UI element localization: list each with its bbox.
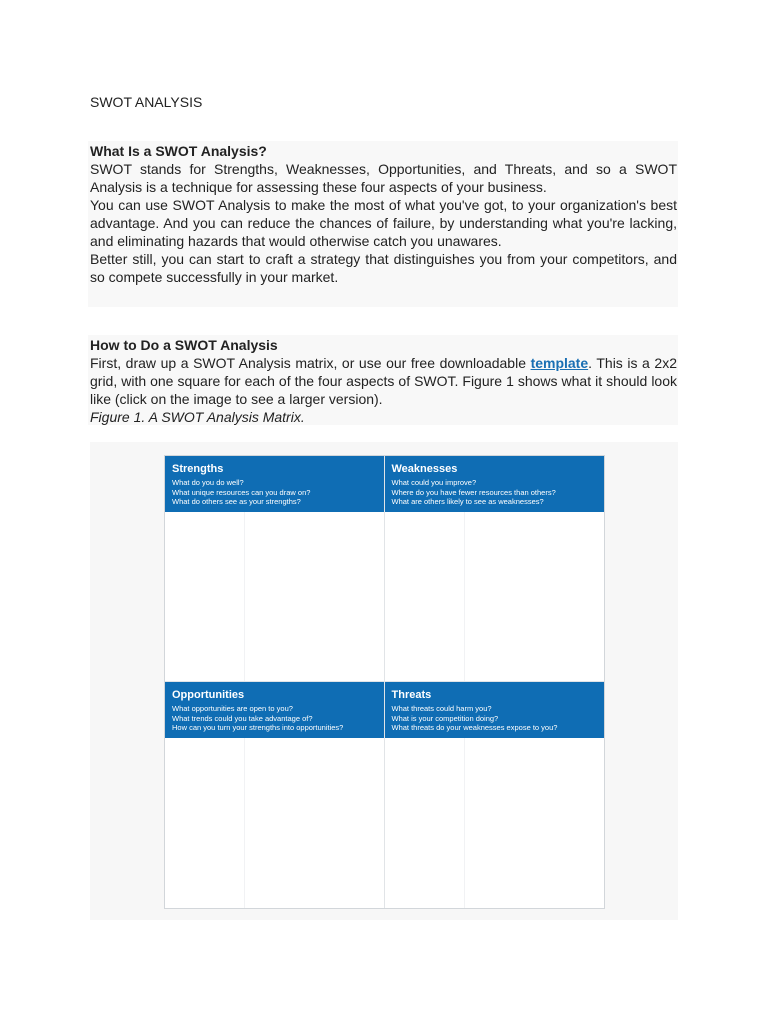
- quadrant-guide-line: [464, 512, 465, 681]
- paragraph: You can use SWOT Analysis to make the most of what you've got, to your organization's best advantage. And you can reduce the chances of failure, by understanding what you're lacking, and eliminating hazards that would otherwise catch you unawares.: [90, 197, 677, 249]
- quadrant-question: What is your competition doing?: [391, 713, 499, 723]
- quadrant-header: [165, 682, 384, 738]
- quadrant-question: What opportunities are open to you?: [172, 704, 293, 713]
- opportunities-quadrant: [165, 682, 385, 908]
- figure-caption: Figure 1. A SWOT Analysis Matrix.: [90, 409, 305, 425]
- quadrant-guide-line: [244, 512, 245, 681]
- quadrant-guide-line: [464, 738, 465, 908]
- paragraph-text: . This is a 2x2 grid, with one square for each of the four aspects of SWOT. Figure 1 shows what it should look like (click on the image to see a larger version).: [90, 355, 677, 407]
- quadrant-header: [165, 456, 384, 512]
- swot-matrix-image[interactable]: [164, 455, 605, 909]
- template-link[interactable]: template: [530, 355, 589, 371]
- quadrant-guide-line: [244, 738, 245, 908]
- quadrant-question: What do you do well?: [172, 478, 244, 487]
- quadrant-title: Threats: [391, 689, 432, 701]
- quadrant-question: What trends could you take advantage of?: [172, 713, 313, 723]
- section-heading: What Is a SWOT Analysis?: [90, 143, 267, 159]
- quadrant-title: Weaknesses: [391, 463, 458, 475]
- quadrant-question: Where do you have fewer resources than others?: [391, 487, 556, 497]
- strengths-quadrant: [165, 456, 385, 682]
- paragraph-text: First, draw up a SWOT Analysis matrix, or use our free downloadable: [90, 355, 531, 371]
- paragraph: SWOT stands for Strengths, Weaknesses, Opportunities, and Threats, and so a SWOT Analysis is a technique for assessing these four aspects of your business.: [90, 161, 677, 195]
- section-heading: How to Do a SWOT Analysis: [90, 337, 278, 353]
- paragraph: [90, 354, 677, 408]
- quadrant-question: What unique resources can you draw on?: [172, 487, 311, 497]
- threats-quadrant: [385, 682, 605, 908]
- quadrant-header: [385, 682, 605, 738]
- weaknesses-quadrant: [385, 456, 605, 682]
- quadrant-question: What do others see as your strengths?: [172, 497, 301, 506]
- quadrant-question: What threats do your weaknesses expose to you?: [391, 723, 558, 732]
- how-to-swot-section: [90, 336, 677, 426]
- quadrant-title: Opportunities: [172, 689, 245, 701]
- paragraph: Better still, you can start to craft a strategy that distinguishes you from your competitors, and so compete successfully in your market.: [90, 251, 677, 285]
- what-is-swot-section: [90, 142, 677, 286]
- quadrant-question: What are others likely to see as weaknesses?: [391, 497, 544, 506]
- document-title: SWOT ANALYSIS: [90, 94, 203, 110]
- quadrant-question: What could you improve?: [391, 478, 477, 487]
- quadrant-question: What threats could harm you?: [391, 704, 492, 713]
- quadrant-question: How can you turn your strengths into opportunities?: [172, 723, 344, 732]
- quadrant-title: Strengths: [172, 463, 224, 475]
- quadrant-header: [385, 456, 605, 512]
